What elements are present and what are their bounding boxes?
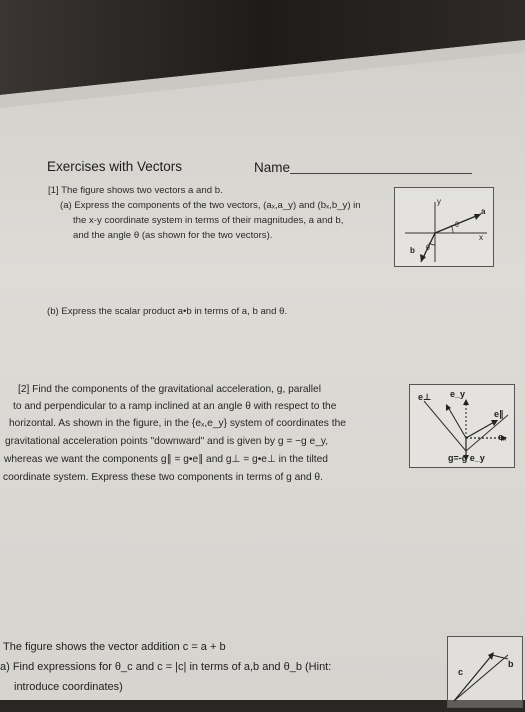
fig2-label-epar: e∥ <box>494 409 504 419</box>
problem1-line1: [1] The figure shows two vectors a and b. <box>48 185 223 196</box>
name-underline <box>290 172 472 174</box>
vector-figure-1 <box>394 187 494 267</box>
problem2-line4: gravitational acceleration points "downward" and is given by g = −g e_y, <box>5 436 329 447</box>
page-title: Exercises with Vectors <box>47 159 183 174</box>
ramp-figure-2 <box>409 384 515 468</box>
problem3-line3: introduce coordinates) <box>14 681 123 693</box>
problem3-line1: The figure shows the vector addition c = a + b <box>3 641 226 653</box>
fig1-label-theta-top: θ <box>455 222 459 229</box>
name-label: Name <box>254 160 291 175</box>
fig1-label-b: b <box>410 246 415 255</box>
fig2-label-ey: e_y <box>450 389 466 399</box>
fig1-label-a: a <box>481 207 486 216</box>
vector-addition-figure-3 <box>447 636 523 708</box>
fig1-label-y: y <box>437 197 441 206</box>
problem2-line1: [2] Find the components of the gravitational acceleration, g, parallel <box>18 384 321 395</box>
problem1-line3: the x-y coordinate system in terms of their magnitudes, a and b, <box>73 215 344 226</box>
problem2-line5: whereas we want the components g∥ = g•e∥ and g⊥ = g•e⊥ in the tilted <box>4 454 328 465</box>
problem1-part-b: (b) Express the scalar product a•b in terms of a, b and θ. <box>47 306 288 317</box>
fig1-label-x: x <box>479 233 483 242</box>
fig1-label-theta-bottom: θ <box>426 245 430 252</box>
problem2-line6: coordinate system. Express these two components in terms of g and θ. <box>3 472 323 483</box>
problem1-line2: (a) Express the components of the two vectors, (aₓ,a_y) and (bₓ,b_y) in <box>60 200 361 211</box>
problem1-line4: and the angle θ (as shown for the two vectors). <box>73 230 273 241</box>
fig2-label-eperp: e⊥ <box>418 392 432 402</box>
fig2-label-ex: eₓ <box>498 432 507 442</box>
fig2-label-g: g=-g e_y <box>448 453 485 463</box>
paper-sheet <box>0 40 525 700</box>
fig3-label-c: c <box>458 667 464 677</box>
problem2-line2: to and perpendicular to a ramp inclined at an angle θ with respect to the <box>13 401 337 412</box>
problem2-line3: horizontal. As shown in the figure, in the {eₓ,e_y} system of coordinates the <box>9 418 346 429</box>
fig3-label-b: b <box>508 659 514 669</box>
problem3-line2: a) Find expressions for θ_c and c = |c| in terms of a,b and θ_b (Hint: <box>0 661 332 673</box>
